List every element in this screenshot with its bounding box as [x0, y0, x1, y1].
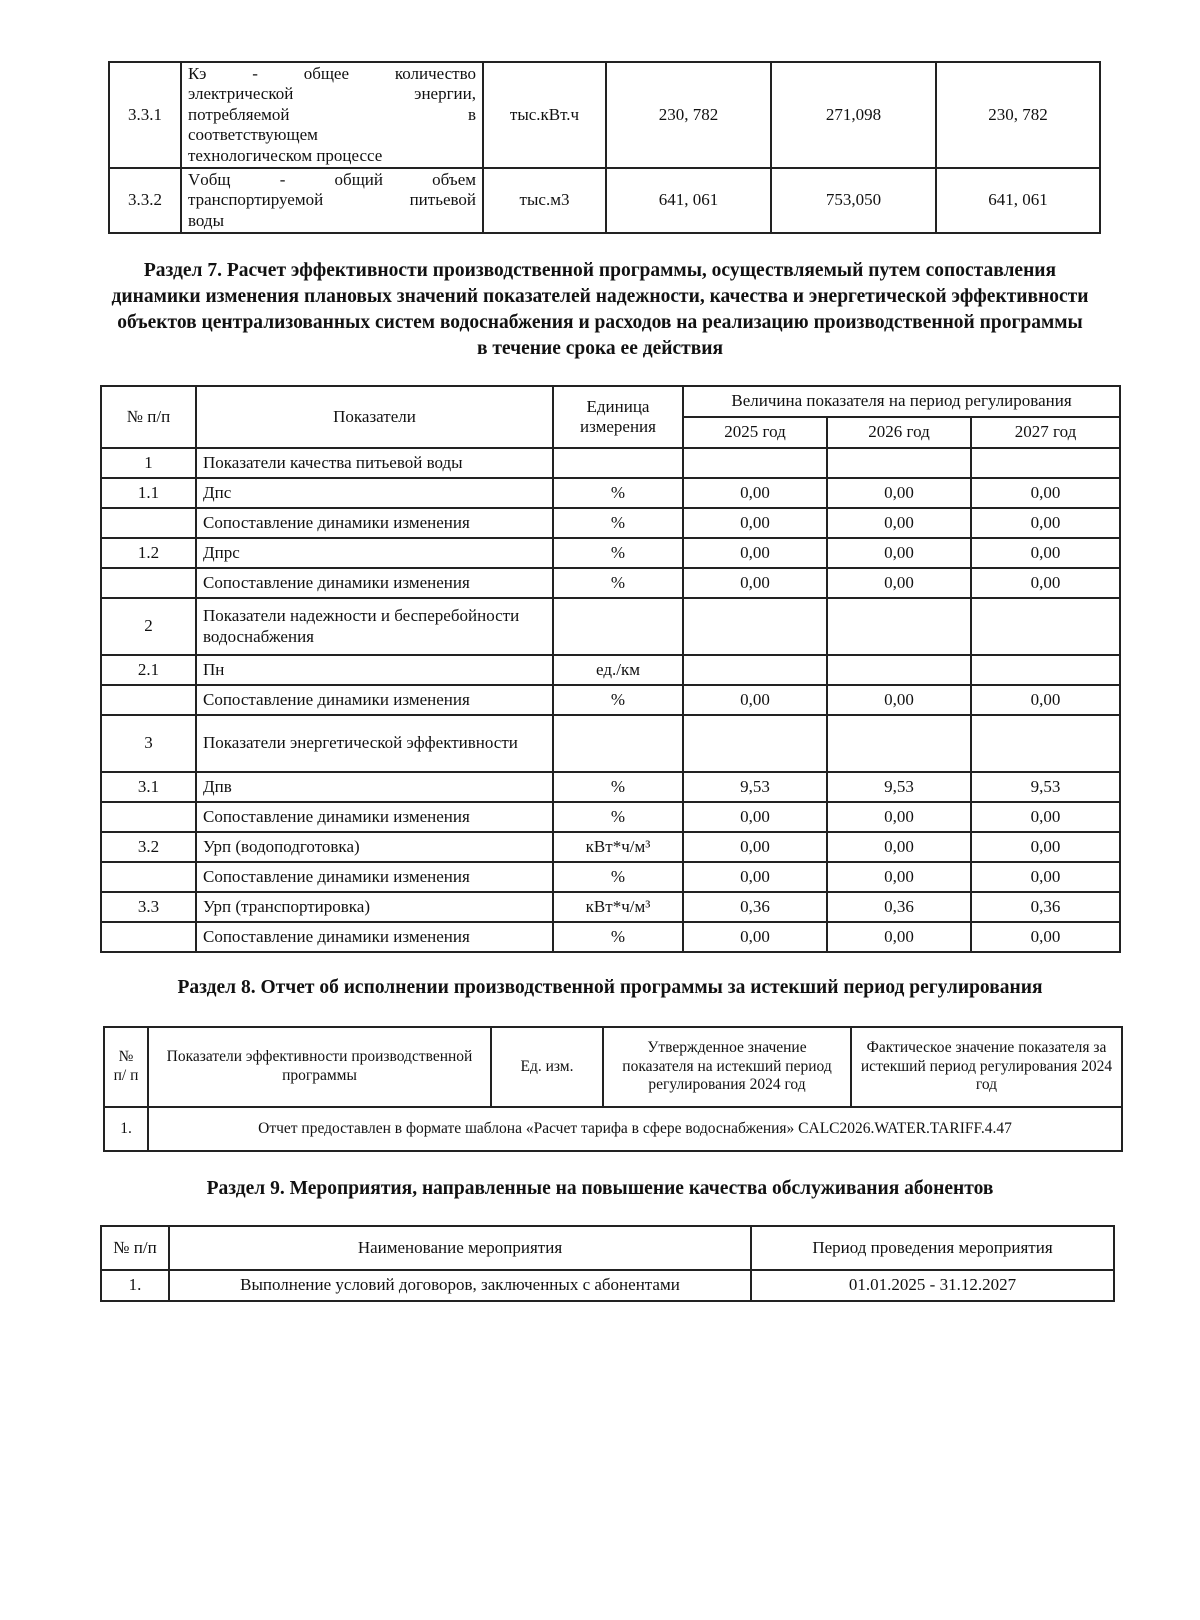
row-indicator: Урп (транспортировка)	[196, 892, 553, 922]
row-value-2026: 0,00	[827, 922, 971, 952]
row-number: 3.3.2	[109, 168, 181, 233]
header-year-2025: 2025 год	[683, 417, 827, 448]
row-number: 3	[101, 715, 196, 772]
report-header-approved: Утвержденное значение показателя на истекший период регулирования 2024 год	[603, 1027, 851, 1107]
row-indicator: Дпс	[196, 478, 553, 508]
row-value-2026: 9,53	[827, 772, 971, 802]
row-value-2027: 0,00	[971, 922, 1120, 952]
header-indicator: Показатели	[196, 386, 553, 448]
row-value-2025: 0,00	[683, 538, 827, 568]
table-row	[109, 62, 1100, 168]
row-number: 3.1	[101, 772, 196, 802]
row-unit: %	[553, 772, 683, 802]
efficiency-table	[100, 385, 1121, 953]
row-indicator: Сопоставление динамики изменения	[196, 922, 553, 952]
row-value-2027: 0,00	[971, 685, 1120, 715]
row-unit: %	[553, 538, 683, 568]
row-value-2027	[971, 448, 1120, 478]
table-row	[101, 802, 1120, 832]
row-number	[101, 922, 196, 952]
row-value: 641, 061	[936, 168, 1100, 233]
report-header-num: № п/ п	[104, 1027, 148, 1107]
table-row	[101, 478, 1120, 508]
description-line: соответствующем	[188, 125, 318, 145]
table-row	[101, 922, 1120, 952]
row-unit: %	[553, 685, 683, 715]
row-number: 1	[101, 448, 196, 478]
table-row	[101, 598, 1120, 655]
report-row-text: Отчет предоставлен в формате шаблона «Расчет тарифа в сфере водоснабжения» CALC2026.WATER.TARIFF.4.47	[148, 1107, 1122, 1151]
row-value-2026: 0,00	[827, 508, 971, 538]
description-line: Кэ - общее количество	[188, 64, 476, 83]
row-value-2025: 0,00	[683, 862, 827, 892]
row-value-2025: 0,00	[683, 508, 827, 538]
table-row	[101, 772, 1120, 802]
section9-title: Раздел 9. Мероприятия, направленные на повышение качества обслуживания абонентов	[206, 1178, 994, 1199]
table-row	[101, 892, 1120, 922]
measure-period: 01.01.2025 - 31.12.2027	[751, 1270, 1114, 1301]
row-value-2027: 0,36	[971, 892, 1120, 922]
description-line: потребляемой в	[188, 104, 476, 124]
table-row	[101, 715, 1120, 772]
row-value-2027: 0,00	[971, 568, 1120, 598]
row-value-2025	[683, 715, 827, 772]
measures-table	[100, 1225, 1115, 1302]
row-value-2027: 0,00	[971, 538, 1120, 568]
report-header-indicator: Показатели эффективности производственной программы	[148, 1027, 491, 1107]
table-row	[101, 655, 1120, 685]
header-num: № п/п	[101, 386, 196, 448]
row-value-2026: 0,00	[827, 538, 971, 568]
row-unit	[553, 448, 683, 478]
row-value-2025	[683, 448, 827, 478]
row-value-2025	[683, 655, 827, 685]
header-year-2026: 2026 год	[827, 417, 971, 448]
row-value-2025: 0,00	[683, 568, 827, 598]
section7-title: Раздел 7. Расчет эффективности производственной программы, осуществляемый путем сопоставления динамики изменения плановых значений показателей надежности, качества и энергетической эффективности объектов централизованных систем водоснабжения и расходов на реализацию производственной программы в течение срока ее действия	[111, 260, 1089, 359]
row-indicator: Сопоставление динамики изменения	[196, 802, 553, 832]
row-number	[101, 862, 196, 892]
row-number: 2	[101, 598, 196, 655]
row-value: 230, 782	[936, 62, 1100, 168]
row-number	[101, 508, 196, 538]
row-unit: кВт*ч/м³	[553, 832, 683, 862]
table-row	[109, 168, 1100, 233]
row-indicator: Показатели энергетической эффективности	[196, 715, 553, 772]
row-unit: %	[553, 862, 683, 892]
row-value-2027	[971, 598, 1120, 655]
row-number: 2.1	[101, 655, 196, 685]
row-value-2027: 9,53	[971, 772, 1120, 802]
row-value-2026	[827, 598, 971, 655]
row-unit: %	[553, 802, 683, 832]
measures-header-period: Период проведения мероприятия	[751, 1226, 1114, 1270]
row-value: 230, 782	[606, 62, 771, 168]
row-unit: %	[553, 508, 683, 538]
measure-num: 1.	[101, 1270, 169, 1301]
table-row	[101, 538, 1120, 568]
row-unit: %	[553, 922, 683, 952]
row-unit	[553, 598, 683, 655]
row-value: 753,050	[771, 168, 936, 233]
row-number: 1.1	[101, 478, 196, 508]
table-row	[101, 685, 1120, 715]
header-unit: Единица измерения	[553, 386, 683, 448]
table-row	[101, 448, 1120, 478]
row-indicator: Сопоставление динамики изменения	[196, 568, 553, 598]
row-indicator: Дпв	[196, 772, 553, 802]
description-line: технологическом процессе	[188, 145, 383, 165]
row-value-2025: 0,00	[683, 478, 827, 508]
row-value-2027: 0,00	[971, 832, 1120, 862]
row-number: 1.2	[101, 538, 196, 568]
row-value-2025: 0,00	[683, 685, 827, 715]
row-indicator: Показатели качества питьевой воды	[196, 448, 553, 478]
row-indicator: Дпрс	[196, 538, 553, 568]
description-line: Vобщ - общий объем	[188, 169, 476, 189]
row-value-2025: 0,00	[683, 922, 827, 952]
row-description	[181, 168, 483, 233]
row-value-2025: 0,36	[683, 892, 827, 922]
row-value-2026: 0,00	[827, 685, 971, 715]
row-number: 3.2	[101, 832, 196, 862]
row-unit	[553, 715, 683, 772]
description-line: транспортируемой питьевой	[188, 190, 476, 210]
row-value-2027	[971, 655, 1120, 685]
row-value-2025	[683, 598, 827, 655]
row-indicator: Сопоставление динамики изменения	[196, 508, 553, 538]
row-value: 271,098	[771, 62, 936, 168]
row-unit: тыс.м3	[483, 168, 606, 233]
header-year-2027: 2027 год	[971, 417, 1120, 448]
energy-volume-table	[108, 61, 1101, 234]
row-value-2026: 0,00	[827, 832, 971, 862]
table-row	[101, 508, 1120, 538]
row-unit: ед./км	[553, 655, 683, 685]
table-row	[101, 568, 1120, 598]
row-unit: тыс.кВт.ч	[483, 62, 606, 168]
row-number	[101, 685, 196, 715]
row-indicator: Пн	[196, 655, 553, 685]
report-table	[103, 1026, 1123, 1152]
description-line: электрической энергии,	[188, 84, 476, 104]
report-header-unit: Ед. изм.	[491, 1027, 603, 1107]
row-value-2026	[827, 715, 971, 772]
measures-header-name: Наименование мероприятия	[169, 1226, 751, 1270]
row-number	[101, 568, 196, 598]
row-indicator: Сопоставление динамики изменения	[196, 685, 553, 715]
row-value-2027: 0,00	[971, 802, 1120, 832]
row-value-2027	[971, 715, 1120, 772]
row-value-2027: 0,00	[971, 862, 1120, 892]
header-period: Величина показателя на период регулирования	[683, 386, 1120, 417]
row-indicator: Показатели надежности и бесперебойности водоснабжения	[196, 598, 553, 655]
row-value-2026: 0,00	[827, 802, 971, 832]
row-indicator: Сопоставление динамики изменения	[196, 862, 553, 892]
row-description	[181, 62, 483, 168]
row-number: 3.3	[101, 892, 196, 922]
table-row	[101, 832, 1120, 862]
row-number: 3.3.1	[109, 62, 181, 168]
measure-name: Выполнение условий договоров, заключенных с абонентами	[169, 1270, 751, 1301]
row-unit: %	[553, 568, 683, 598]
row-value-2026: 0,00	[827, 862, 971, 892]
row-value-2026: 0,00	[827, 478, 971, 508]
row-value-2025: 9,53	[683, 772, 827, 802]
table-row	[101, 862, 1120, 892]
row-value-2026	[827, 655, 971, 685]
row-value-2025: 0,00	[683, 832, 827, 862]
section8-title: Раздел 8. Отчет об исполнении производственной программы за истекший период регулирования	[177, 977, 1043, 998]
row-value-2026: 0,00	[827, 568, 971, 598]
measures-header-num: № п/п	[101, 1226, 169, 1270]
report-row-num: 1.	[104, 1107, 148, 1151]
description-line: воды	[188, 210, 224, 230]
row-unit: %	[553, 478, 683, 508]
report-header-actual: Фактическое значение показателя за истекший период регулирования 2024 год	[851, 1027, 1122, 1107]
row-indicator: Урп (водоподготовка)	[196, 832, 553, 862]
row-value-2026	[827, 448, 971, 478]
row-value: 641, 061	[606, 168, 771, 233]
row-unit: кВт*ч/м³	[553, 892, 683, 922]
row-value-2025: 0,00	[683, 802, 827, 832]
row-value-2026: 0,36	[827, 892, 971, 922]
row-value-2027: 0,00	[971, 478, 1120, 508]
row-number	[101, 802, 196, 832]
row-value-2027: 0,00	[971, 508, 1120, 538]
